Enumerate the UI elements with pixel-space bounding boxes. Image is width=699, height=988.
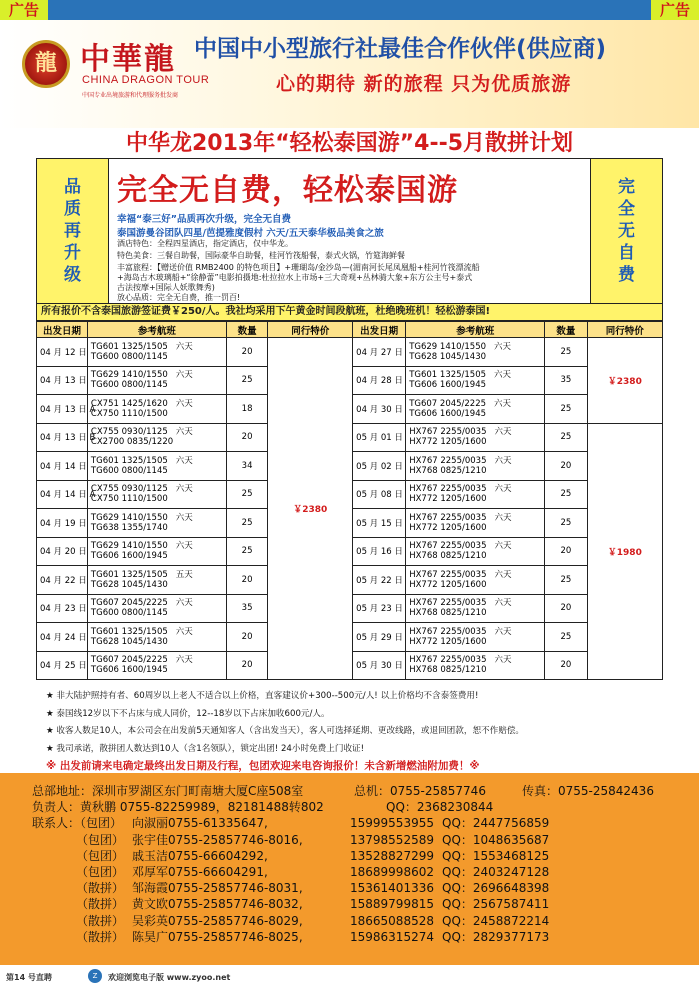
contact-role: （包团）: [76, 864, 125, 879]
promo-box: [36, 158, 663, 304]
departure-date: 05 月 16 日: [353, 537, 406, 566]
note-line: ★ 收客人数足10人，本公司会在出发前5天通知客人（含出发当天），客人可选择延期、更改线路，或退回团款，恕不作赔偿。: [46, 726, 525, 736]
seat-count: 20: [226, 423, 267, 452]
flight-cell: [406, 509, 545, 538]
flight-cell: [87, 366, 226, 395]
return-flight: HX772 1205/1600: [409, 636, 487, 647]
outbound-flight: TG607 2045/2225: [90, 655, 168, 666]
return-flight: TG600 0800/1145: [90, 380, 168, 391]
return-flight: HX768 0825/1210: [409, 551, 487, 562]
flight-cell: [87, 452, 226, 481]
return-flight: CX750 1110/1500: [90, 494, 168, 505]
col-header: 出发日期: [37, 322, 88, 338]
price-notice: 所有报价不含泰国旅游签证费￥250/人。我社均采用下午黄金时间段航班，杜绝晚班机！轻松游泰国!: [36, 304, 663, 321]
promo-side-right-text: 完全无自费: [618, 177, 635, 285]
departure-date: 05 月 08 日: [353, 480, 406, 509]
outbound-flight: HX767 2255/0035: [409, 455, 487, 466]
flight-cell: [87, 395, 226, 424]
flight-cell: [87, 509, 226, 538]
seat-count: 20: [545, 651, 587, 680]
departure-date: 04 月 12 日: [37, 338, 88, 367]
return-flight: TG606 1600/1945: [409, 380, 487, 391]
outbound-flight: TG629 1410/1550: [90, 541, 168, 552]
seat-count: 18: [226, 395, 267, 424]
promo-side-right: [590, 159, 662, 303]
main-phone: 总机：0755-25857746: [354, 784, 486, 798]
manager-qq: QQ：2368230844: [386, 800, 494, 815]
peer-price: ￥2380: [268, 338, 353, 680]
trip-days: 六天: [175, 427, 193, 438]
contact-qq: QQ：2458872214: [442, 913, 550, 928]
promo-big-title: 完全无自费，轻松泰国游: [117, 173, 458, 208]
col-header: 参考航班: [406, 322, 545, 338]
contact-role: （包团）: [76, 848, 125, 863]
seat-count: 20: [545, 594, 587, 623]
table-row: [37, 338, 663, 367]
flight-cell: [87, 423, 226, 452]
contact-qq: QQ：2403247128: [442, 864, 550, 879]
outbound-flight: CX755 0930/1125: [90, 427, 168, 438]
flight-cell: [406, 594, 545, 623]
departure-date: 04 月 30 日: [353, 395, 406, 424]
fax: 传真：0755-25842436: [522, 784, 654, 798]
trip-days: 六天: [494, 455, 512, 466]
contact-name-phone: 戚玉洁0755-66604292,: [132, 848, 268, 863]
trip-days: 六天: [494, 398, 512, 409]
header: [0, 20, 699, 128]
trip-days: 六天: [175, 598, 193, 609]
flight-cell: [406, 338, 545, 367]
trip-days: 六天: [175, 512, 193, 523]
trip-days: 六天: [175, 541, 193, 552]
contact-qq: QQ：1553468125: [442, 848, 550, 863]
departure-date: 04 月 23 日: [37, 594, 88, 623]
trip-days: 六天: [494, 512, 512, 523]
header-title: 中国中小型旅行社最佳合作伙伴(供应商): [194, 36, 607, 62]
trip-days: 六天: [494, 598, 512, 609]
outbound-flight: TG601 1325/1505: [409, 370, 487, 381]
contact-qq: QQ：2696648398: [442, 881, 550, 896]
contact-role: （散拼）: [76, 913, 125, 928]
ad-tag-right: 广告: [651, 0, 699, 20]
departure-date: 05 月 23 日: [353, 594, 406, 623]
flight-cell: [406, 651, 545, 680]
departure-date: 04 月 25 日: [37, 651, 88, 680]
trip-days: 六天: [494, 541, 512, 552]
departure-date: 04 月 13 日: [37, 366, 88, 395]
return-flight: TG638 1355/1740: [90, 522, 168, 533]
contact-name-phone: 向淑丽0755-61335647,: [132, 816, 268, 831]
outbound-flight: HX767 2255/0035: [409, 626, 487, 637]
return-flight: HX768 0825/1210: [409, 465, 487, 476]
promo-side-left-text: 品质再升级: [64, 177, 81, 285]
promo-subtitle-1: 幸福“泰三好”品质再次升级，完全无自费: [117, 214, 291, 225]
trip-days: 六天: [175, 341, 193, 352]
contact-mobile: 15889799815: [350, 897, 434, 912]
promo-subtitle-2: 泰国游曼谷团队四星/芭提雅度假村 六天/五天泰华极品美食之旅: [117, 228, 384, 239]
return-flight: TG606 1600/1945: [409, 408, 487, 419]
address: 总部地址：深圳市罗湖区东门町南塘大厦C座508室: [32, 784, 304, 798]
table-header-row: [37, 322, 663, 338]
contact-qq: QQ：2567587411: [442, 897, 550, 912]
promo-feature: +海岛古木玻璃船+“徐静蕾”电影拍摄地:杜拉拉水上市场+三大奇观+丛林骑大象+东方公主号+泰式: [117, 273, 473, 282]
outbound-flight: HX767 2255/0035: [409, 541, 487, 552]
notes: [46, 688, 524, 776]
contact-name-phone: 吴彩英0755-25857746-8029,: [132, 913, 303, 928]
seat-count: 25: [545, 395, 587, 424]
seat-count: 35: [545, 366, 587, 395]
plan-title: 中华龙2013年“轻松泰国游”4--5月散拼计划: [125, 131, 574, 156]
seat-count: 25: [545, 509, 587, 538]
flight-cell: [406, 395, 545, 424]
departure-date: 05 月 22 日: [353, 566, 406, 595]
contact-mobile: 18665088528: [350, 913, 434, 928]
return-flight: HX772 1205/1600: [409, 522, 487, 533]
logo-name: 中華龍: [80, 42, 176, 77]
manager: 负责人：黄秋鹏 0755-82259989，82181488转802: [32, 800, 324, 815]
outbound-flight: TG629 1410/1550: [90, 512, 168, 523]
return-flight: TG600 0800/1145: [90, 608, 168, 619]
note-highlight: ※ 出发前请来电确定最终出发日期及行程，包团欢迎来电咨询报价！未含新增燃油附加费！※: [46, 760, 480, 772]
flight-cell: [87, 594, 226, 623]
departure-date: 04 月 13 日 B: [37, 423, 88, 452]
website-link[interactable]: 欢迎浏览电子版 www.zyoo.net: [108, 973, 231, 982]
trip-days: 六天: [175, 655, 193, 666]
return-flight: TG606 1600/1945: [90, 551, 168, 562]
logo-english: CHINA DRAGON TOUR: [82, 74, 210, 86]
outbound-flight: TG607 2045/2225: [409, 398, 487, 409]
flight-cell: [406, 537, 545, 566]
outbound-flight: CX755 0930/1125: [90, 484, 168, 495]
contact-role: （散拼）: [76, 929, 125, 944]
col-header: 参考航班: [87, 322, 226, 338]
note-line: ★ 非大陆护照持有者、60周岁以上老人不适合以上价格，直客建议价+300--500元/人! 以上价格均不含泰签费用!: [46, 691, 479, 701]
outbound-flight: HX767 2255/0035: [409, 655, 487, 666]
outbound-flight: TG607 2045/2225: [90, 598, 168, 609]
schedule-table: [36, 321, 663, 680]
seat-count: 25: [545, 480, 587, 509]
flight-cell: [87, 480, 226, 509]
contact-mobile: 18689998602: [350, 864, 434, 879]
seat-count: 20: [226, 566, 267, 595]
flight-cell: [87, 537, 226, 566]
contact-role: （散拼）: [76, 881, 125, 896]
contact-name-phone: 陈昊广0755-25857746-8025,: [132, 929, 303, 944]
departure-date: 05 月 02 日: [353, 452, 406, 481]
col-header: 同行特价: [268, 322, 353, 338]
return-flight: TG606 1600/1945: [90, 665, 168, 676]
outbound-flight: HX767 2255/0035: [409, 484, 487, 495]
outbound-flight: TG629 1410/1550: [90, 370, 168, 381]
contact-mobile: 13798552589: [350, 832, 434, 847]
note-line: ★ 我司承诺，散拼团人数达到10人（含1名领队），锁定出团! 24小时免费上门收证!: [46, 743, 365, 754]
contact-role: （包团）: [76, 832, 125, 847]
seat-count: 20: [545, 452, 587, 481]
site-logo-icon: Z: [88, 969, 102, 983]
seat-count: 20: [226, 651, 267, 680]
return-flight: TG628 1045/1430: [90, 579, 168, 590]
contact-qq: QQ：2829377173: [442, 929, 550, 944]
trip-days: 六天: [494, 370, 512, 381]
contact-mobile: 15986315274: [350, 929, 434, 944]
col-header: 同行特价: [587, 322, 662, 338]
col-header: 数量: [545, 322, 587, 338]
flight-cell: [406, 623, 545, 652]
peer-price: ￥2380: [587, 338, 662, 424]
return-flight: HX772 1205/1600: [409, 579, 487, 590]
contact-mobile: 13528827299: [350, 848, 434, 863]
departure-date: 05 月 15 日: [353, 509, 406, 538]
header-slogan: 心的期待 新的旅程 只为优质旅游: [276, 73, 572, 95]
trip-days: 六天: [175, 484, 193, 495]
seat-count: 25: [545, 338, 587, 367]
logo-subtitle: 中国专业出境旅游和代理服务批发商: [82, 92, 179, 99]
departure-date: 04 月 14 日: [37, 452, 88, 481]
contact-footer: [0, 773, 699, 965]
seat-count: 25: [545, 623, 587, 652]
return-flight: CX750 1110/1500: [90, 408, 168, 419]
peer-price: ￥1980: [587, 423, 662, 680]
departure-date: 05 月 29 日: [353, 623, 406, 652]
outbound-flight: HX767 2255/0035: [409, 427, 487, 438]
seat-count: 20: [226, 338, 267, 367]
seat-count: 20: [545, 537, 587, 566]
contact-mobile: 15999553955: [350, 816, 434, 831]
page-number: 第14 号直聘: [6, 973, 52, 982]
trip-days: 六天: [494, 341, 512, 352]
promo-feature: 放心品质：完全无自费，推一罚百!: [117, 293, 241, 302]
trip-days: 六天: [494, 626, 512, 637]
promo-feature: 古法按摩+国际人妖歌舞秀): [117, 283, 215, 292]
trip-days: 六天: [494, 427, 512, 438]
return-flight: HX772 1205/1600: [409, 437, 487, 448]
flight-cell: [406, 452, 545, 481]
contact-name-phone: 邓厚军0755-66604291,: [132, 864, 268, 879]
note-line: ★ 泰国线12岁以下不占床与成人同价，12--18岁以下占床加收600元/人。: [46, 708, 330, 719]
departure-date: 04 月 20 日: [37, 537, 88, 566]
promo-side-left: [37, 159, 109, 303]
departure-date: 04 月 24 日: [37, 623, 88, 652]
outbound-flight: TG601 1325/1505: [90, 569, 168, 580]
departure-date: 04 月 22 日: [37, 566, 88, 595]
flight-cell: [406, 366, 545, 395]
outbound-flight: HX767 2255/0035: [409, 569, 487, 580]
seat-count: 25: [226, 366, 267, 395]
departure-date: 04 月 28 日: [353, 366, 406, 395]
trip-days: 六天: [494, 484, 512, 495]
departure-date: 04 月 27 日: [353, 338, 406, 367]
flight-cell: [87, 566, 226, 595]
promo-feature: 特色美食：三餐自助餐，国际豪华自助餐，桂河竹筏船餐，泰式火锅，竹筵海鲜餐: [117, 251, 405, 260]
return-flight: TG600 0800/1145: [90, 351, 168, 362]
trip-days: 六天: [494, 569, 512, 580]
outbound-flight: TG601 1325/1505: [90, 455, 168, 466]
outbound-flight: TG601 1325/1505: [90, 626, 168, 637]
promo-feature: 丰富旅程：【赠送价值 RMB2400 的特色项目】+珊瑚岛/金沙岛—(湄南河长尾凤凰船+桂河竹筏漂流船: [117, 263, 480, 272]
return-flight: TG628 1045/1430: [409, 351, 487, 362]
departure-date: 05 月 30 日: [353, 651, 406, 680]
flight-cell: [406, 480, 545, 509]
col-header: 数量: [226, 322, 267, 338]
seat-count: 25: [226, 509, 267, 538]
contact-role: （散拼）: [76, 897, 125, 912]
seat-count: 25: [545, 566, 587, 595]
return-flight: HX768 0825/1210: [409, 665, 487, 676]
seat-count: 34: [226, 452, 267, 481]
trip-days: 六天: [175, 455, 193, 466]
trip-days: 六天: [494, 655, 512, 666]
bottom-bar: [0, 965, 699, 988]
outbound-flight: TG601 1325/1505: [90, 341, 168, 352]
trip-days: 六天: [175, 626, 193, 637]
departure-date: 04 月 13 日 A: [37, 395, 88, 424]
seat-count: 20: [226, 623, 267, 652]
return-flight: TG600 0800/1145: [90, 465, 168, 476]
departure-date: 04 月 19 日: [37, 509, 88, 538]
top-bar: [0, 0, 699, 20]
trip-days: 六天: [175, 398, 193, 409]
departure-date: 05 月 01 日: [353, 423, 406, 452]
ad-tag-left: 广告: [0, 0, 48, 20]
promo-feature: 酒店特色：全程四星酒店，指定酒店，仅中华龙。: [117, 239, 293, 248]
flight-cell: [87, 623, 226, 652]
seat-count: 25: [226, 480, 267, 509]
outbound-flight: TG629 1410/1550: [409, 341, 487, 352]
outbound-flight: HX767 2255/0035: [409, 598, 487, 609]
contact-name-phone: 邹海霞0755-25857746-8031,: [132, 881, 303, 896]
contact-name-phone: 黄文欧0755-25857746-8032,: [132, 897, 303, 912]
flight-cell: [406, 423, 545, 452]
departure-date: 04 月 14 日 A: [37, 480, 88, 509]
flight-cell: [87, 651, 226, 680]
flight-cell: [87, 338, 226, 367]
flight-cell: [406, 566, 545, 595]
return-flight: TG628 1045/1430: [90, 636, 168, 647]
outbound-flight: CX751 1425/1620: [90, 398, 168, 409]
return-flight: HX772 1205/1600: [409, 494, 487, 505]
trip-days: 六天: [175, 370, 193, 381]
contact-qq: QQ：1048635687: [442, 832, 550, 847]
contact-qq: QQ：2447756859: [442, 816, 550, 831]
contact-mobile: 15361401336: [350, 881, 434, 896]
contact-role: 联系人：（包团）: [32, 816, 123, 831]
outbound-flight: HX767 2255/0035: [409, 512, 487, 523]
promo-main: [109, 159, 590, 303]
dragon-logo-icon: 龍: [22, 40, 70, 88]
seat-count: 25: [226, 537, 267, 566]
return-flight: HX768 0825/1210: [409, 608, 487, 619]
contact-name-phone: 张宇佳0755-25857746-8016,: [132, 832, 303, 847]
trip-days: 五天: [175, 569, 193, 580]
return-flight: CX2700 0835/1220: [90, 437, 174, 448]
seat-count: 25: [545, 423, 587, 452]
col-header: 出发日期: [353, 322, 406, 338]
seat-count: 35: [226, 594, 267, 623]
